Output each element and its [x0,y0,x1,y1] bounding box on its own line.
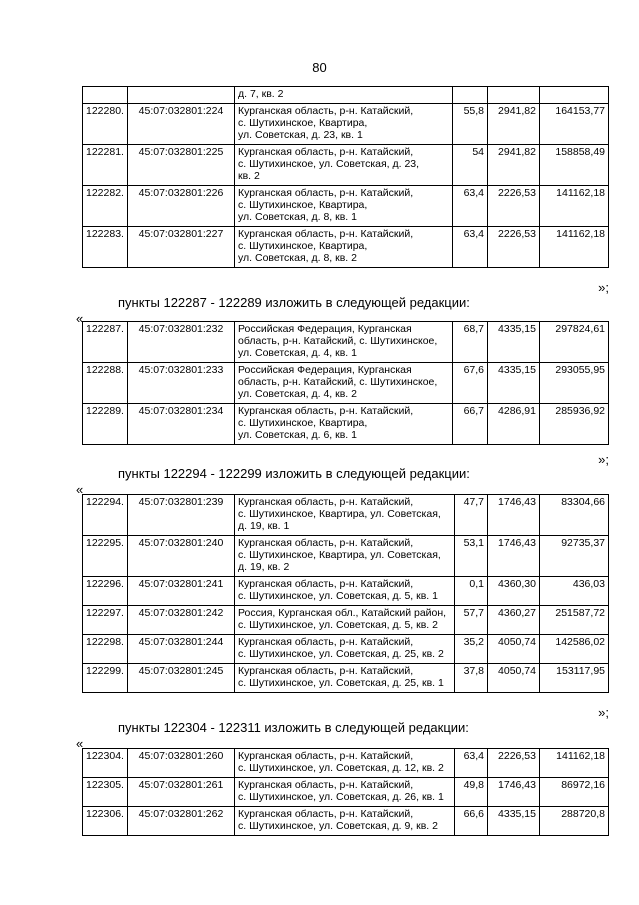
cell-cad: 45:07:032801:234 [128,404,235,445]
cell-cad: 45:07:032801:244 [128,635,235,664]
cell-price: 2226,53 [488,749,540,778]
cell-addr: Курганская область, р-н. Катайский, с. Шутихинское, ул. Советская, д. 5, кв. 1 [235,577,455,606]
cell-price: 4360,27 [488,606,540,635]
cell-num [83,87,128,104]
cell-num: 122299. [83,664,128,693]
cell-area: 67,6 [453,363,488,404]
cell-price: 4335,15 [488,807,540,836]
cell-area: 0,1 [455,577,488,606]
cell-total: 142586,02 [540,635,609,664]
cell-total: 141162,18 [540,749,609,778]
table-row [83,104,609,145]
cell-area: 54 [453,145,488,186]
table-row [83,807,609,836]
table-row [83,635,609,664]
table-row [83,577,609,606]
cell-addr: Российская Федерация, Курганская область, р-н. Катайский, с. Шутихинское, ул. Советская, д. 4, кв. 2 [235,363,453,404]
cell-area: 47,7 [455,495,488,536]
table-row [83,322,609,363]
closing-quote: »; [598,280,609,295]
cell-num: 122287. [83,322,128,363]
property-table-3 [82,494,609,693]
cell-area: 53,1 [455,536,488,577]
cell-cad: 45:07:032801:261 [128,778,235,807]
cell-addr: Курганская область, р-н. Катайский, с. Шутихинское, Квартира, ул. Советская, д. 19, кв. 2 [235,536,455,577]
opening-quote: « [76,736,84,751]
cell-price: 1746,43 [488,536,540,577]
cell-total: 285936,92 [540,404,609,445]
cell-total: 251587,72 [540,606,609,635]
table-row [83,606,609,635]
cell-cad [128,87,235,104]
table-row [83,536,609,577]
cell-price: 2226,53 [488,227,540,268]
cell-addr: Курганская область, р-н. Катайский, с. Шутихинское, ул. Советская, д. 25, кв. 1 [235,664,455,693]
cell-num: 122297. [83,606,128,635]
cell-area: 37,8 [455,664,488,693]
cell-cad: 45:07:032801:227 [128,227,235,268]
cell-cad: 45:07:032801:240 [128,536,235,577]
cell-num: 122294. [83,495,128,536]
cell-price: 4335,15 [488,322,540,363]
cell-price: 4335,15 [488,363,540,404]
cell-area: 57,7 [455,606,488,635]
opening-quote: « [76,311,84,326]
cell-addr: Российская Федерация, Курганская область, р-н. Катайский, с. Шутихинское, ул. Советская, д. 4, кв. 1 [235,322,453,363]
cell-addr: Россия, Курганская обл., Катайский район, с. Шутихинское, ул. Советская, д. 5, кв. 2 [235,606,455,635]
cell-area: 49,8 [455,778,488,807]
cell-cad: 45:07:032801:224 [128,104,235,145]
cell-addr: Курганская область, р-н. Катайский, с. Шутихинское, Квартира, ул. Советская, д. 6, кв. 1 [235,404,453,445]
cell-addr: Курганская область, р-н. Катайский, с. Шутихинское, ул. Советская, д. 26, кв. 1 [235,778,455,807]
cell-addr: Курганская область, р-н. Катайский, с. Шутихинское, Квартира, ул. Советская, д. 19, кв. 1 [235,495,455,536]
cell-num: 122280. [83,104,128,145]
table-row [83,404,609,445]
cell-area: 55,8 [453,104,488,145]
cell-cad: 45:07:032801:233 [128,363,235,404]
cell-num: 122295. [83,536,128,577]
cell-price: 1746,43 [488,778,540,807]
table-row [83,186,609,227]
cell-addr: Курганская область, р-н. Катайский, с. Шутихинское, Квартира, ул. Советская, д. 8, кв. 2 [235,227,453,268]
cell-addr: Курганская область, р-н. Катайский, с. Шутихинское, ул. Советская, д. 9, кв. 2 [235,807,455,836]
cell-cad: 45:07:032801:260 [128,749,235,778]
cell-price: 2941,82 [488,104,540,145]
cell-area: 63,4 [453,227,488,268]
cell-total: 158858,49 [540,145,609,186]
closing-quote: »; [598,452,609,467]
cell-addr: Курганская область, р-н. Катайский, с. Шутихинское, Квартира, ул. Советская, д. 8, кв. 1 [235,186,453,227]
table-row [83,664,609,693]
cell-area: 66,7 [453,404,488,445]
cell-num: 122288. [83,363,128,404]
cell-cad: 45:07:032801:262 [128,807,235,836]
cell-addr: Курганская область, р-н. Катайский, с. Шутихинское, ул. Советская, д. 25, кв. 2 [235,635,455,664]
table-row [83,145,609,186]
cell-addr: Курганская область, р-н. Катайский, с. Шутихинское, ул. Советская, д. 12, кв. 2 [235,749,455,778]
cell-price: 2941,82 [488,145,540,186]
cell-num: 122296. [83,577,128,606]
cell-addr: Курганская область, р-н. Катайский, с. Шутихинское, ул. Советская, д. 23, кв. 2 [235,145,453,186]
cell-num: 122305. [83,778,128,807]
section-heading: пункты 122287 - 122289 изложить в следующей редакции: [118,295,470,310]
section-heading: пункты 122294 - 122299 изложить в следующей редакции: [118,466,470,481]
cell-price: 4360,30 [488,577,540,606]
table-row [83,495,609,536]
table-row [83,363,609,404]
cell-total: 297824,61 [540,322,609,363]
property-table-4 [82,748,609,836]
table-row [83,227,609,268]
cell-total: 141162,18 [540,186,609,227]
cell-num: 122298. [83,635,128,664]
cell-num: 122282. [83,186,128,227]
cell-area: 35,2 [455,635,488,664]
cell-addr: д. 7, кв. 2 [235,87,453,104]
cell-total: 83304,66 [540,495,609,536]
cell-total: 293055,95 [540,363,609,404]
cell-area: 68,7 [453,322,488,363]
cell-total: 164153,77 [540,104,609,145]
page-number: 80 [312,60,327,75]
cell-total: 436,03 [540,577,609,606]
opening-quote: « [76,482,84,497]
cell-cad: 45:07:032801:232 [128,322,235,363]
cell-total [540,87,609,104]
cell-total: 141162,18 [540,227,609,268]
cell-price: 4286,91 [488,404,540,445]
cell-num: 122289. [83,404,128,445]
cell-price: 1746,43 [488,495,540,536]
cell-total: 92735,37 [540,536,609,577]
cell-total: 86972,16 [540,778,609,807]
section-heading: пункты 122304 - 122311 изложить в следующей редакции: [118,720,469,735]
cell-price [488,87,540,104]
cell-area [453,87,488,104]
table-row [83,749,609,778]
cell-cad: 45:07:032801:241 [128,577,235,606]
cell-addr: Курганская область, р-н. Катайский, с. Шутихинское, Квартира, ул. Советская, д. 23, кв. 1 [235,104,453,145]
cell-price: 2226,53 [488,186,540,227]
table-row [83,87,609,104]
property-table-2 [82,321,609,445]
cell-price: 4050,74 [488,664,540,693]
cell-cad: 45:07:032801:239 [128,495,235,536]
property-table-1 [82,86,609,268]
cell-area: 63,4 [455,749,488,778]
closing-quote: »; [598,705,609,720]
cell-num: 122283. [83,227,128,268]
cell-total: 153117,95 [540,664,609,693]
table-row [83,778,609,807]
cell-cad: 45:07:032801:245 [128,664,235,693]
cell-cad: 45:07:032801:226 [128,186,235,227]
cell-cad: 45:07:032801:225 [128,145,235,186]
cell-area: 66,6 [455,807,488,836]
cell-price: 4050,74 [488,635,540,664]
cell-cad: 45:07:032801:242 [128,606,235,635]
cell-num: 122304. [83,749,128,778]
cell-total: 288720,8 [540,807,609,836]
cell-area: 63,4 [453,186,488,227]
cell-num: 122306. [83,807,128,836]
cell-num: 122281. [83,145,128,186]
